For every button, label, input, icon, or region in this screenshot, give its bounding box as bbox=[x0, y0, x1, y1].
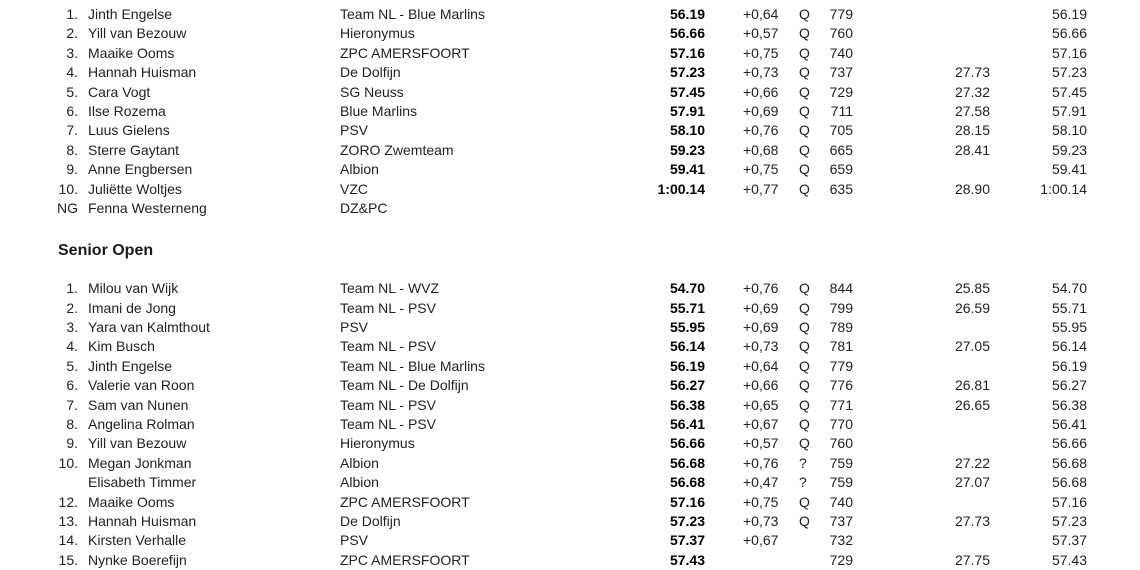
split-50m-cell: 28.90 bbox=[954, 180, 990, 197]
qualification-cell: Q bbox=[799, 319, 810, 336]
final-time-cell: 58.10 bbox=[1051, 122, 1087, 139]
rank-cell: 4. bbox=[66, 338, 78, 355]
rank-cell: 1. bbox=[66, 280, 78, 297]
swimmer-name-cell: Hannah Huisman bbox=[88, 64, 197, 81]
time-cell: 56.68 bbox=[669, 474, 705, 491]
qualification-cell: Q bbox=[799, 102, 810, 119]
qualification-cell: Q bbox=[799, 6, 810, 22]
rank-cell: 2. bbox=[66, 25, 78, 42]
qualification-cell: Q bbox=[799, 299, 810, 316]
qualification-cell: Q bbox=[799, 44, 810, 61]
qualification-cell: Q bbox=[799, 338, 810, 355]
final-time-cell: 57.16 bbox=[1051, 44, 1087, 61]
final-time-cell: 1:00.14 bbox=[1040, 180, 1087, 197]
points-cell: 635 bbox=[829, 180, 853, 197]
reaction-time-cell: +0,47 bbox=[743, 474, 779, 491]
reaction-time-cell: +0,57 bbox=[743, 25, 779, 42]
reaction-time-cell: +0,75 bbox=[743, 493, 779, 510]
final-time-cell: 57.43 bbox=[1051, 551, 1087, 568]
split-50m-cell: 28.15 bbox=[954, 122, 990, 139]
final-time-cell: 56.41 bbox=[1051, 416, 1087, 433]
final-time-cell: 55.71 bbox=[1051, 299, 1087, 316]
result-row bbox=[0, 318, 1140, 337]
qualification-cell: Q bbox=[799, 357, 810, 374]
swimmer-name-cell: Cara Vogt bbox=[88, 83, 151, 100]
time-cell: 57.16 bbox=[669, 44, 705, 61]
rank-cell: 10. bbox=[58, 454, 78, 471]
time-cell: 59.23 bbox=[669, 141, 705, 158]
rank-cell: 4. bbox=[66, 64, 78, 81]
points-cell: 711 bbox=[830, 102, 853, 119]
result-row bbox=[0, 473, 1140, 492]
final-time-cell: 56.14 bbox=[1051, 338, 1087, 355]
points-cell: 740 bbox=[829, 44, 853, 61]
swimmer-name-cell: Sterre Gaytant bbox=[88, 141, 180, 158]
club-cell: Team NL - De Dolfijn bbox=[340, 377, 469, 394]
points-cell: 760 bbox=[829, 435, 853, 452]
rank-cell: 7. bbox=[66, 122, 78, 139]
points-cell: 844 bbox=[829, 280, 853, 297]
swimmer-name-cell: Nynke Boerefijn bbox=[88, 551, 187, 568]
split-50m-cell: 26.59 bbox=[954, 299, 990, 316]
reaction-time-cell: +0,75 bbox=[743, 161, 779, 178]
rank-cell: 8. bbox=[66, 416, 78, 433]
final-time-cell: 56.27 bbox=[1051, 377, 1087, 394]
swimmer-name-cell: Anne Engbersen bbox=[88, 161, 193, 178]
time-cell: 57.23 bbox=[669, 512, 705, 529]
result-row bbox=[0, 44, 1140, 63]
result-row bbox=[0, 299, 1140, 318]
club-cell: ZPC AMERSFOORT bbox=[340, 493, 470, 510]
final-time-cell: 57.45 bbox=[1051, 83, 1087, 100]
result-row bbox=[0, 102, 1140, 121]
result-row bbox=[0, 531, 1140, 550]
rank-cell: 8. bbox=[66, 141, 78, 158]
swimmer-name-cell: Milou van Wijk bbox=[88, 280, 179, 297]
club-cell: Hieronymus bbox=[340, 25, 415, 42]
rank-cell: 14. bbox=[58, 532, 78, 549]
points-cell: 799 bbox=[829, 299, 853, 316]
final-time-cell: 56.19 bbox=[1051, 357, 1087, 374]
points-cell: 760 bbox=[829, 25, 853, 42]
club-cell: DZ&PC bbox=[340, 199, 388, 216]
points-cell: 781 bbox=[829, 338, 853, 355]
final-time-cell: 56.66 bbox=[1051, 25, 1087, 42]
split-50m-cell: 27.58 bbox=[954, 102, 990, 119]
result-row bbox=[0, 396, 1140, 415]
qualification-cell: Q bbox=[799, 377, 810, 394]
points-cell: 729 bbox=[829, 83, 853, 100]
swimmer-name-cell: Yill van Bezouw bbox=[88, 25, 187, 42]
club-cell: ZPC AMERSFOORT bbox=[340, 551, 470, 568]
swimmer-name-cell: Megan Jonkman bbox=[88, 454, 192, 471]
reaction-time-cell: +0,67 bbox=[743, 416, 779, 433]
final-time-cell: 54.70 bbox=[1051, 280, 1087, 297]
result-row bbox=[0, 160, 1140, 179]
club-cell: PSV bbox=[340, 532, 369, 549]
points-cell: 770 bbox=[829, 416, 853, 433]
split-50m-cell: 27.22 bbox=[954, 454, 990, 471]
reaction-time-cell: +0,73 bbox=[743, 64, 779, 81]
rank-cell: 3. bbox=[66, 44, 78, 61]
split-50m-cell: 28.41 bbox=[954, 141, 990, 158]
final-time-cell: 59.23 bbox=[1051, 141, 1087, 158]
time-cell: 56.19 bbox=[669, 357, 705, 374]
time-cell: 56.19 bbox=[669, 6, 705, 22]
split-50m-cell: 27.07 bbox=[954, 474, 990, 491]
result-row bbox=[0, 141, 1140, 160]
qualification-cell: Q bbox=[799, 396, 810, 413]
result-row bbox=[0, 551, 1140, 570]
result-row bbox=[0, 63, 1140, 82]
result-row bbox=[0, 180, 1140, 199]
swimmer-name-cell: Valerie van Roon bbox=[88, 377, 195, 394]
rank-cell: 1. bbox=[66, 6, 78, 22]
result-row bbox=[0, 83, 1140, 102]
result-row bbox=[0, 376, 1140, 395]
points-cell: 789 bbox=[829, 319, 853, 336]
points-cell: 776 bbox=[829, 377, 853, 394]
reaction-time-cell: +0,66 bbox=[743, 83, 779, 100]
club-cell: De Dolfijn bbox=[340, 64, 401, 81]
time-cell: 57.91 bbox=[669, 102, 705, 119]
club-cell: Team NL - PSV bbox=[340, 396, 436, 413]
final-time-cell: 56.68 bbox=[1051, 454, 1087, 471]
qualification-cell: Q bbox=[799, 512, 810, 529]
club-cell: ZORO Zwemteam bbox=[340, 141, 454, 158]
rank-cell: 6. bbox=[66, 102, 78, 119]
rank-cell: 2. bbox=[66, 299, 78, 316]
time-cell: 55.71 bbox=[669, 299, 705, 316]
split-50m-cell: 25.85 bbox=[954, 280, 990, 297]
split-50m-cell: 26.65 bbox=[954, 396, 990, 413]
result-row bbox=[0, 454, 1140, 473]
time-cell: 59.41 bbox=[669, 161, 705, 178]
club-cell: SG Neuss bbox=[340, 83, 404, 100]
time-cell: 56.66 bbox=[669, 25, 705, 42]
swimmer-name-cell: Juliëtte Woltjes bbox=[88, 180, 182, 197]
final-time-cell: 56.68 bbox=[1051, 474, 1087, 491]
club-cell: Albion bbox=[340, 454, 379, 471]
final-time-cell: 59.41 bbox=[1051, 161, 1087, 178]
rank-cell: 13. bbox=[58, 512, 78, 529]
final-time-cell: 56.19 bbox=[1051, 6, 1087, 22]
split-50m-cell: 27.73 bbox=[954, 512, 990, 529]
club-cell: PSV bbox=[340, 122, 369, 139]
rank-cell: 5. bbox=[66, 357, 78, 374]
qualification-cell: Q bbox=[799, 435, 810, 452]
qualification-cell: Q bbox=[799, 493, 810, 510]
club-cell: Team NL - WVZ bbox=[340, 280, 440, 297]
reaction-time-cell: +0,65 bbox=[743, 396, 779, 413]
swimmer-name-cell: Sam van Nunen bbox=[88, 396, 189, 413]
result-row bbox=[0, 5, 1140, 24]
club-cell: Albion bbox=[340, 161, 379, 178]
swimmer-name-cell: Jinth Engelse bbox=[88, 6, 173, 22]
time-cell: 57.43 bbox=[669, 551, 705, 568]
club-cell: Team NL - PSV bbox=[340, 416, 436, 433]
qualification-cell: Q bbox=[799, 161, 810, 178]
swimmer-name-cell: Yara van Kalmthout bbox=[88, 319, 210, 336]
time-cell: 1:00.14 bbox=[657, 180, 705, 197]
rank-cell: 3. bbox=[66, 319, 78, 336]
qualification-cell: Q bbox=[799, 141, 810, 158]
final-time-cell: 56.38 bbox=[1051, 396, 1087, 413]
swimmer-name-cell: Elisabeth Timmer bbox=[88, 474, 197, 491]
reaction-time-cell: +0,64 bbox=[743, 357, 779, 374]
rank-cell: 5. bbox=[66, 83, 78, 100]
swimmer-name-cell: Luus Gielens bbox=[88, 122, 170, 139]
reaction-time-cell: +0,68 bbox=[743, 141, 779, 158]
club-cell: Team NL - PSV bbox=[340, 299, 436, 316]
club-cell: VZC bbox=[340, 180, 368, 197]
swimmer-name-cell: Jinth Engelse bbox=[88, 357, 173, 374]
reaction-time-cell: +0,64 bbox=[743, 6, 779, 22]
time-cell: 57.16 bbox=[669, 493, 705, 510]
qualification-cell: Q bbox=[799, 180, 810, 197]
result-row bbox=[0, 357, 1140, 376]
rank-cell: 15. bbox=[58, 551, 78, 568]
reaction-time-cell: +0,76 bbox=[743, 280, 779, 297]
reaction-time-cell: +0,76 bbox=[743, 454, 779, 471]
club-cell: Team NL - PSV bbox=[340, 338, 436, 355]
swimmer-name-cell: Ilse Rozema bbox=[88, 102, 166, 119]
reaction-time-cell: +0,77 bbox=[743, 180, 779, 197]
points-cell: 737 bbox=[829, 512, 853, 529]
time-cell: 57.23 bbox=[669, 64, 705, 81]
swimmer-name-cell: Yill van Bezouw bbox=[88, 435, 187, 452]
club-cell: Team NL - Blue Marlins bbox=[340, 357, 485, 374]
club-cell: ZPC AMERSFOORT bbox=[340, 44, 470, 61]
points-cell: 759 bbox=[829, 454, 853, 471]
reaction-time-cell: +0,73 bbox=[743, 512, 779, 529]
qualification-cell: Q bbox=[799, 64, 810, 81]
final-time-cell: 55.95 bbox=[1051, 319, 1087, 336]
points-cell: 659 bbox=[829, 161, 853, 178]
club-cell: Albion bbox=[340, 474, 379, 491]
rank-cell: 10. bbox=[58, 180, 78, 197]
final-time-cell: 56.66 bbox=[1051, 435, 1087, 452]
swimmer-name-cell: Maaike Ooms bbox=[88, 44, 175, 61]
time-cell: 57.37 bbox=[669, 532, 705, 549]
reaction-time-cell: +0,66 bbox=[743, 377, 779, 394]
points-cell: 729 bbox=[829, 551, 853, 568]
result-row bbox=[0, 434, 1140, 453]
swimmer-name-cell: Fenna Westerneng bbox=[88, 199, 207, 216]
time-cell: 56.14 bbox=[669, 338, 705, 355]
reaction-time-cell: +0,75 bbox=[743, 44, 779, 61]
rank-cell: 7. bbox=[66, 396, 78, 413]
club-cell: Team NL - Blue Marlins bbox=[340, 6, 485, 22]
points-cell: 737 bbox=[829, 64, 853, 81]
qualification-cell: Q bbox=[799, 280, 810, 297]
points-cell: 740 bbox=[829, 493, 853, 510]
final-time-cell: 57.23 bbox=[1051, 64, 1087, 81]
time-cell: 56.27 bbox=[669, 377, 705, 394]
rank-cell: 12. bbox=[58, 493, 78, 510]
time-cell: 57.45 bbox=[669, 83, 705, 100]
result-row bbox=[0, 199, 1140, 218]
result-row bbox=[0, 24, 1140, 43]
final-time-cell: 57.91 bbox=[1051, 102, 1087, 119]
rank-cell: 6. bbox=[66, 377, 78, 394]
points-cell: 779 bbox=[829, 357, 853, 374]
final-time-cell: 57.37 bbox=[1051, 532, 1087, 549]
time-cell: 56.68 bbox=[669, 454, 705, 471]
qualification-cell: ? bbox=[799, 454, 807, 471]
rank-cell: NG bbox=[57, 199, 78, 216]
points-cell: 759 bbox=[829, 474, 853, 491]
result-row bbox=[0, 512, 1140, 531]
results-section-junior bbox=[0, 0, 1140, 218]
result-row bbox=[0, 279, 1140, 298]
reaction-time-cell: +0,69 bbox=[743, 299, 779, 316]
reaction-time-cell: +0,67 bbox=[743, 532, 779, 549]
club-cell: Blue Marlins bbox=[340, 102, 418, 119]
qualification-cell: Q bbox=[799, 416, 810, 433]
result-row bbox=[0, 493, 1140, 512]
final-time-cell: 57.16 bbox=[1051, 493, 1087, 510]
swimmer-name-cell: Imani de Jong bbox=[88, 299, 176, 316]
time-cell: 56.38 bbox=[669, 396, 705, 413]
section-heading-senior-open: Senior Open bbox=[58, 242, 154, 260]
swimmer-name-cell: Kim Busch bbox=[88, 338, 155, 355]
reaction-time-cell: +0,57 bbox=[743, 435, 779, 452]
qualification-cell: Q bbox=[799, 122, 810, 139]
points-cell: 665 bbox=[829, 141, 853, 158]
swimmer-name-cell: Angelina Rolman bbox=[88, 416, 195, 433]
split-50m-cell: 27.75 bbox=[954, 551, 990, 568]
final-time-cell: 57.23 bbox=[1051, 512, 1087, 529]
split-50m-cell: 27.32 bbox=[954, 83, 990, 100]
qualification-cell: ? bbox=[799, 474, 807, 491]
swimmer-name-cell: Hannah Huisman bbox=[88, 512, 197, 529]
qualification-cell: Q bbox=[799, 83, 810, 100]
time-cell: 54.70 bbox=[669, 280, 705, 297]
result-row bbox=[0, 121, 1140, 140]
time-cell: 55.95 bbox=[669, 319, 705, 336]
qualification-cell: Q bbox=[799, 25, 810, 42]
split-50m-cell: 26.81 bbox=[954, 377, 990, 394]
rank-cell: 9. bbox=[66, 161, 78, 178]
club-cell: De Dolfijn bbox=[340, 512, 401, 529]
time-cell: 56.66 bbox=[669, 435, 705, 452]
reaction-time-cell: +0,76 bbox=[743, 122, 779, 139]
result-row bbox=[0, 337, 1140, 356]
points-cell: 732 bbox=[829, 532, 853, 549]
reaction-time-cell: +0,69 bbox=[743, 319, 779, 336]
points-cell: 771 bbox=[829, 396, 853, 413]
time-cell: 56.41 bbox=[669, 416, 705, 433]
split-50m-cell: 27.05 bbox=[954, 338, 990, 355]
points-cell: 705 bbox=[829, 122, 853, 139]
club-cell: PSV bbox=[340, 319, 369, 336]
result-row bbox=[0, 415, 1140, 434]
reaction-time-cell: +0,73 bbox=[743, 338, 779, 355]
time-cell: 58.10 bbox=[669, 122, 705, 139]
results-section-senior-open bbox=[0, 279, 1140, 570]
swimmer-name-cell: Kirsten Verhalle bbox=[88, 532, 187, 549]
reaction-time-cell: +0,69 bbox=[743, 102, 779, 119]
swimmer-name-cell: Maaike Ooms bbox=[88, 493, 175, 510]
split-50m-cell: 27.73 bbox=[954, 64, 990, 81]
points-cell: 779 bbox=[829, 6, 853, 22]
club-cell: Hieronymus bbox=[340, 435, 415, 452]
rank-cell: 9. bbox=[66, 435, 78, 452]
